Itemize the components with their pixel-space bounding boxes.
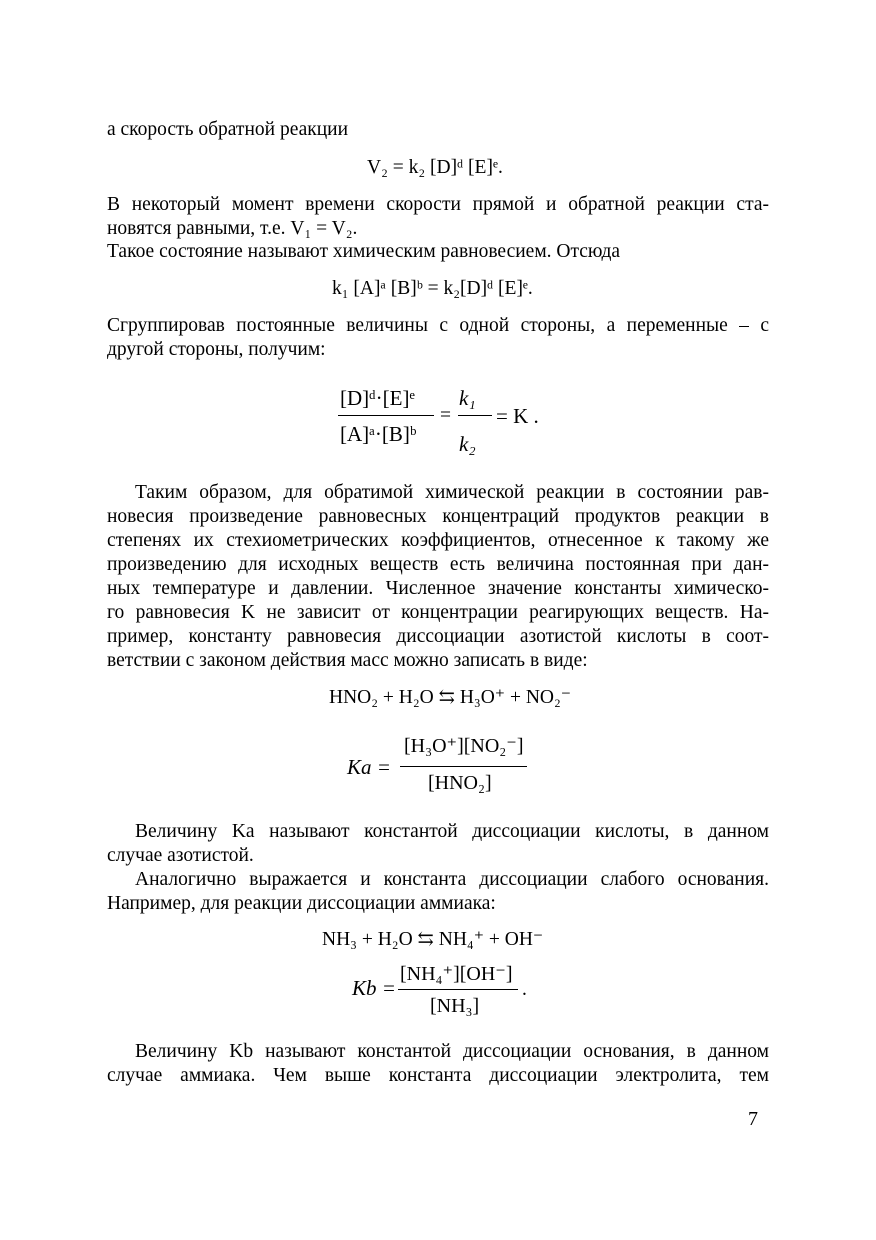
fraction-denominator: [HNO₂] <box>428 772 492 794</box>
ka-lhs: Ka = <box>347 755 391 779</box>
text-line: новятся равными, т.е. V₁ = V₂. <box>107 218 358 239</box>
text-line: произведению для исходных веществ есть величина постоянная при дан- <box>107 554 769 575</box>
fraction-numerator: [NH₄⁺][OH⁻] <box>400 963 513 985</box>
text-line: Величину Kb называют константой диссоциации основания, в данном <box>135 1041 769 1062</box>
text-line: Сгруппировав постоянные величины с одной стороны, а переменные – с <box>107 315 769 336</box>
text-line: а скорость обратной реакции <box>107 119 349 140</box>
kb-lhs: Kb = <box>352 976 396 1000</box>
fraction-bar <box>400 766 527 767</box>
page-number: 7 <box>748 1108 758 1130</box>
text-line: В некоторый момент времени скорости прямой и обратной реакции ста- <box>107 194 769 215</box>
fraction-bar <box>458 415 492 416</box>
text-line: степенях их стехиометрических коэффициентов, отнесенное к такому же <box>107 530 769 551</box>
fraction-denominator: [A]ᵃ·[B]ᵇ <box>340 422 417 446</box>
text-line: пример, константу равновесия диссоциации азотистой кислоты в соот- <box>107 626 769 647</box>
text-line: случае азотистой. <box>107 845 254 866</box>
text-line: ных температуре и давлении. Численное значение константы химическо- <box>107 578 769 599</box>
text-line: случае аммиака. Чем выше константа диссоциации электролита, тем <box>107 1065 769 1086</box>
text-line: го равновесия K не зависит от концентрации реагирующих веществ. На- <box>107 602 769 623</box>
equation-nh3: NH₃ + H₂O ⇆ NH₄⁺ + OH⁻ <box>322 929 544 950</box>
equation-v2 <box>367 156 503 180</box>
text-line: новесия произведение равновесных концентраций продуктов реакции в <box>107 506 769 527</box>
text-line: Таким образом, для обратимой химической реакции в состоянии рав- <box>135 482 769 503</box>
equation-text: k₁ [A]ᵃ [B]ᵇ = k₂[D]ᵈ [E]ᵉ. <box>332 278 533 299</box>
text-line: Величину Ka называют константой диссоциации кислоты, в данном <box>135 821 769 842</box>
equation-text: V₂ = k₂ [D]ᵈ [E]ᵉ. <box>367 157 503 178</box>
equation-tail: . <box>522 979 527 1000</box>
fraction-numerator: [H₃O⁺][NO₂⁻] <box>404 735 524 757</box>
text-line: Например, для реакции диссоциации аммиака: <box>107 893 496 914</box>
fraction-bar <box>338 415 434 416</box>
equals-sign: = <box>440 405 451 426</box>
equation-hno2: HNO₂ + H₂O ⇆ H₃O⁺ + NO₂⁻ <box>329 687 572 708</box>
text-line: ветствии с законом действия масс можно записать в виде: <box>107 650 588 671</box>
equation-result: = K . <box>496 404 539 428</box>
k-denominator: k₂ <box>459 432 476 456</box>
fraction-denominator: [NH₃] <box>430 995 480 1017</box>
text-line: Такое состояние называют химическим равновесием. Отсюда <box>107 241 621 262</box>
equation-k1 <box>332 277 533 301</box>
fraction-bar <box>398 989 518 990</box>
text-line: другой стороны, получим: <box>107 339 326 360</box>
k-numerator: k₁ <box>459 386 476 410</box>
fraction-numerator: [D]ᵈ·[E]ᵉ <box>340 386 415 410</box>
text-line: Аналогично выражается и константа диссоциации слабого основания. <box>135 869 769 890</box>
